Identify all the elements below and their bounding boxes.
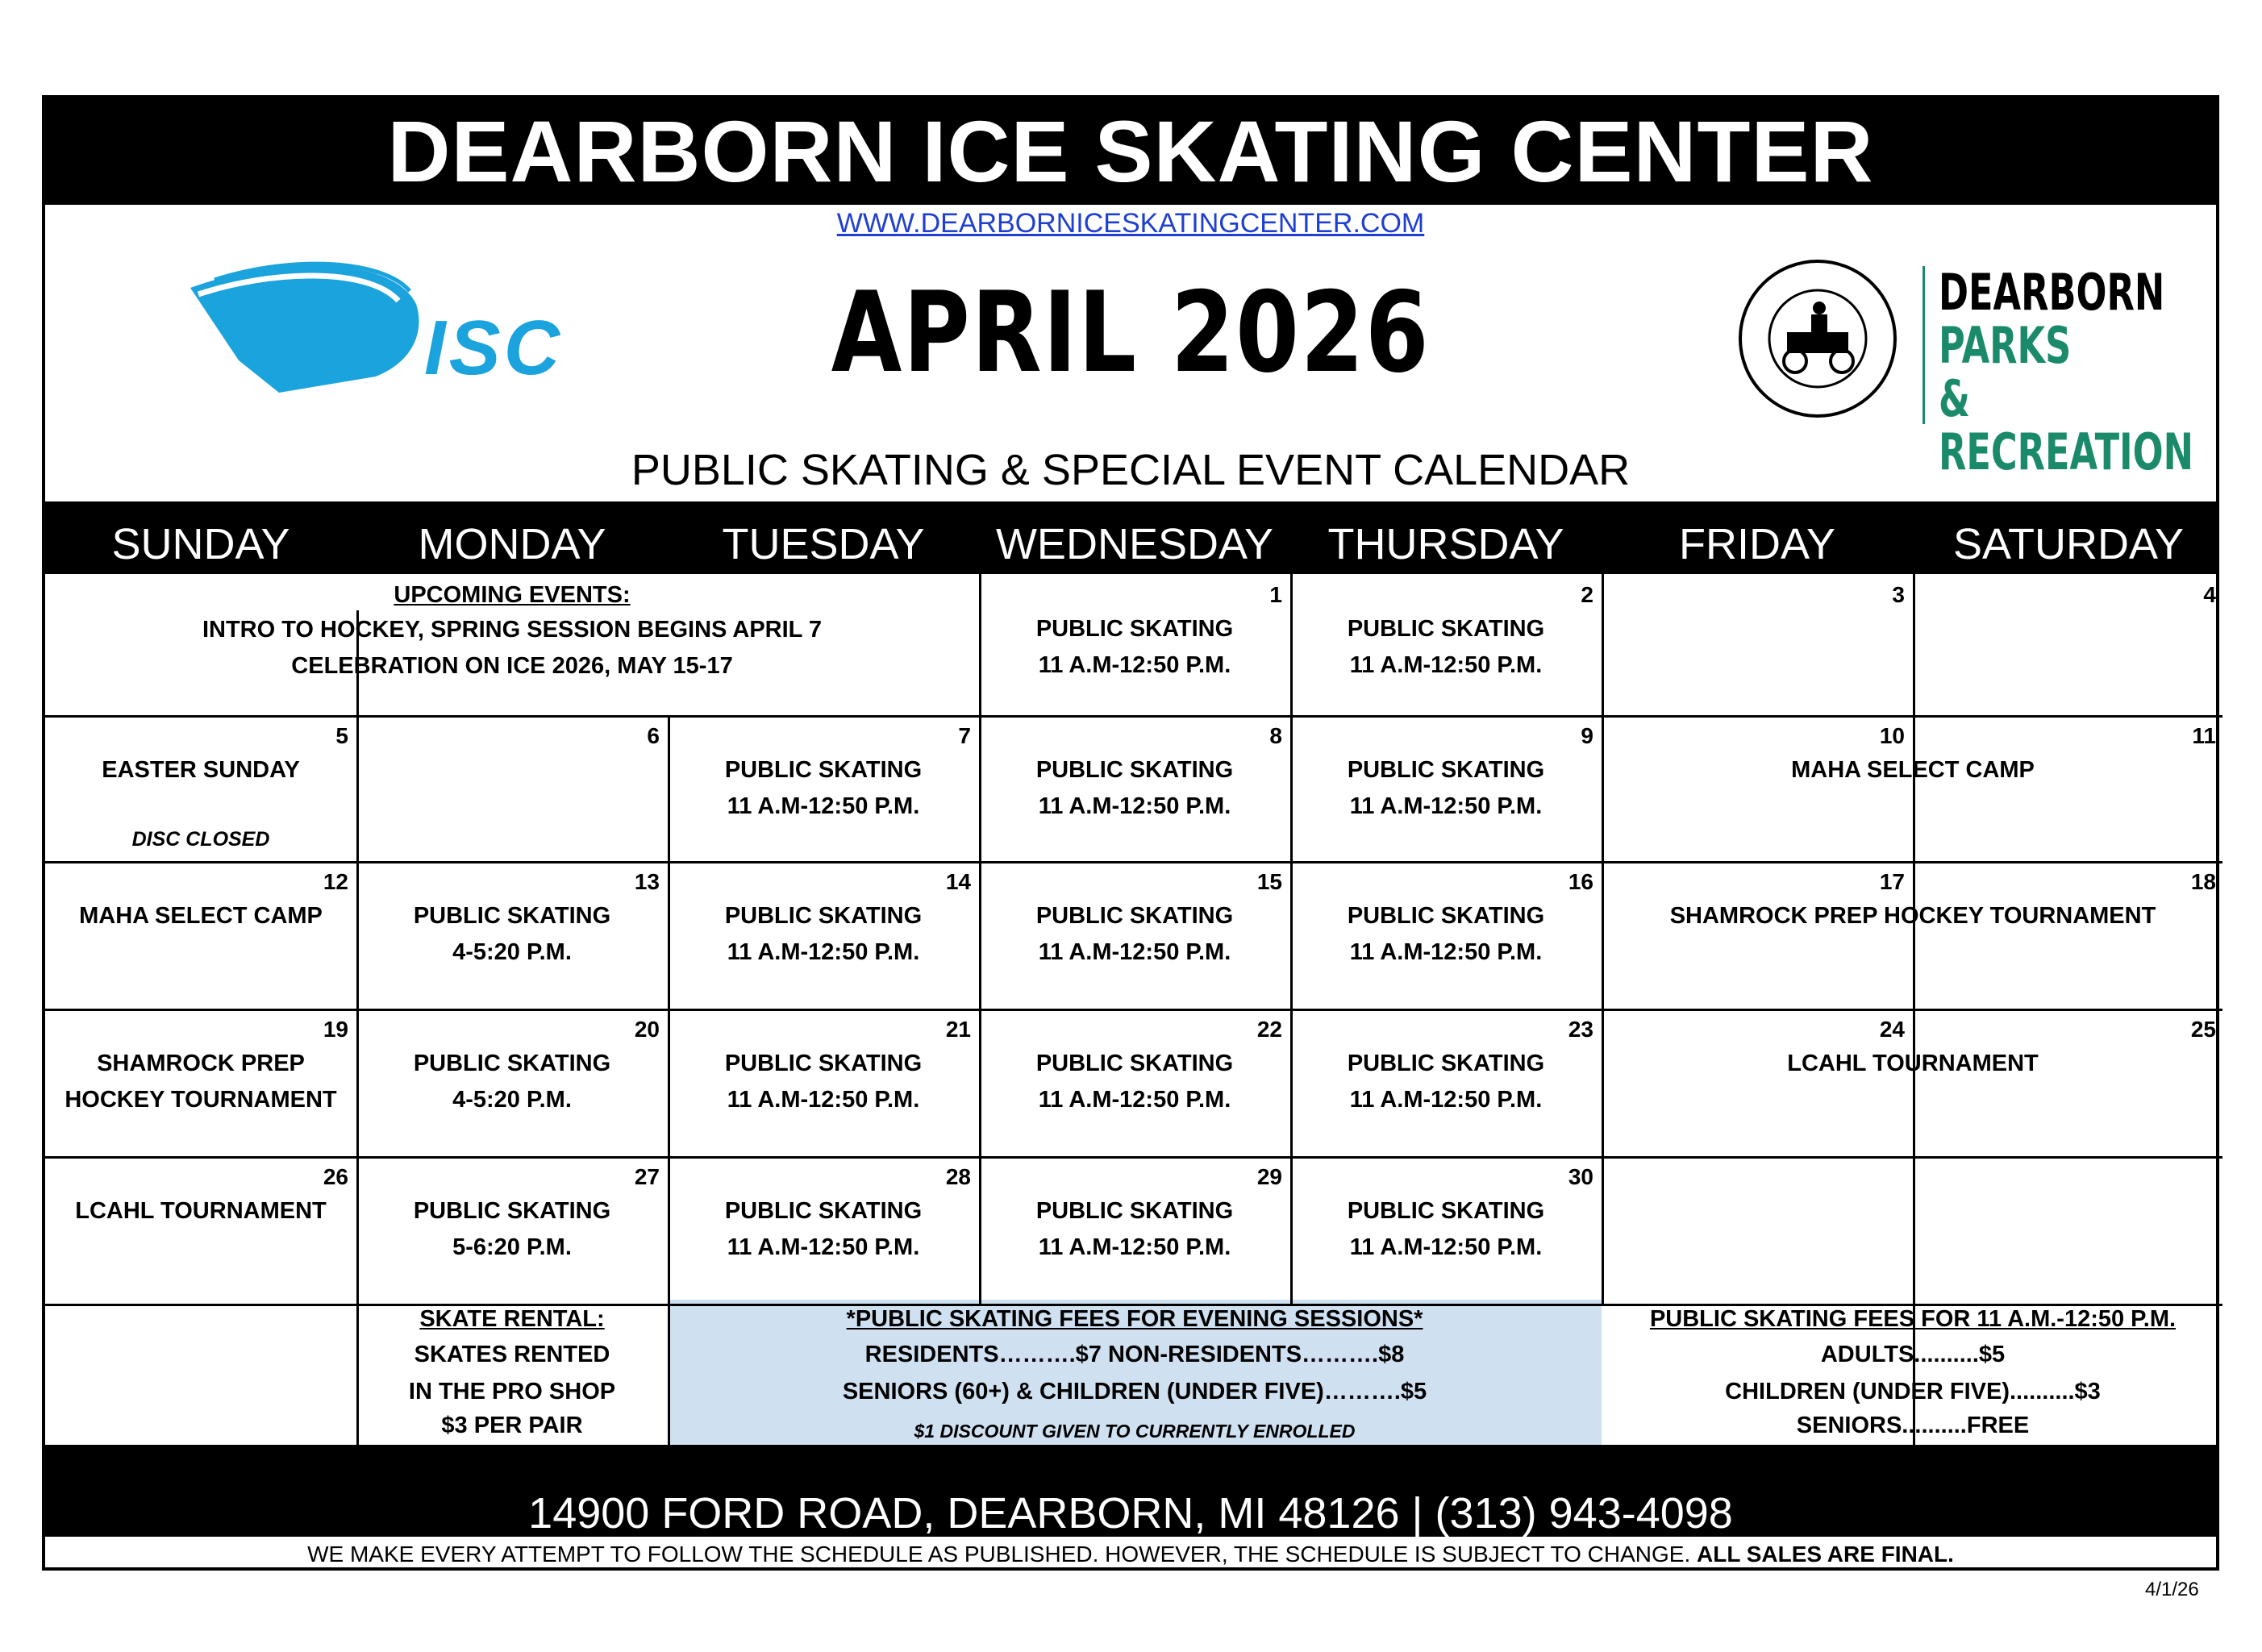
skate-rental-line2: IN THE PRO SHOP <box>408 1379 616 1404</box>
event-15-line2: 11 A.M-12:50 P.M. <box>1038 939 1231 965</box>
grid-col-line <box>1290 574 1293 715</box>
event-21-line1: PUBLIC SKATING <box>724 1051 923 1076</box>
event-2-line1: PUBLIC SKATING <box>1347 616 1545 642</box>
event-8-line2: 11 A.M-12:50 P.M. <box>1038 793 1231 819</box>
event-7-line1: PUBLIC SKATING <box>724 757 923 783</box>
day-number-20: 20 <box>634 1017 660 1042</box>
event-14-line2: 11 A.M-12:50 P.M. <box>727 939 920 965</box>
day-saturday: SATURDAY <box>1952 520 2185 568</box>
grid-col-line <box>356 1009 359 1156</box>
city-seal-icon <box>1737 258 1898 419</box>
day-number-11: 11 <box>2192 723 2216 748</box>
grid-col-line <box>1290 1009 1293 1156</box>
evening-fees-line1: RESIDENTS……….$7 NON-RESIDENTS……….$8 <box>864 1342 1405 1367</box>
day-number-30: 30 <box>1568 1164 1593 1189</box>
disclaimer-bold: ALL SALES ARE FINAL. <box>1697 1542 1954 1567</box>
event-10-line1: MAHA SELECT CAMP <box>1791 757 2035 783</box>
day-fees-line1: ADULTS..........$5 <box>1820 1342 2006 1367</box>
website-link[interactable]: WWW.DEARBORNICESKATINGCENTER.COM <box>836 208 1425 239</box>
grid-col-line <box>1913 861 1915 1009</box>
day-number-2: 2 <box>1581 582 1593 607</box>
day-number-25: 25 <box>2190 1017 2216 1042</box>
grid-col-line <box>1290 1156 1293 1304</box>
day-number-27: 27 <box>634 1164 660 1189</box>
skate-rental-line1: SKATES RENTED <box>414 1342 610 1367</box>
day-number-22: 22 <box>1256 1017 1282 1042</box>
event-16-line1: PUBLIC SKATING <box>1347 903 1545 929</box>
grid-col-line <box>1913 1156 1915 1304</box>
disclaimer <box>45 1542 2216 1567</box>
day-fees-heading: PUBLIC SKATING FEES FOR 11 A.M.-12:50 P.M. <box>1649 1306 2177 1332</box>
grid-col-line <box>668 715 670 861</box>
upcoming-event-2: CELEBRATION ON ICE 2026, MAY 15-17 <box>291 653 733 679</box>
event-23-line2: 11 A.M-12:50 P.M. <box>1349 1087 1543 1113</box>
event-26-line1: LCAHL TOURNAMENT <box>75 1198 327 1224</box>
event-19-line2: HOCKEY TOURNAMENT <box>65 1087 337 1113</box>
center-title: DEARBORN ICE SKATING CENTER <box>45 98 2216 205</box>
event-27-line1: PUBLIC SKATING <box>413 1198 611 1224</box>
day-number-12: 12 <box>323 869 348 894</box>
grid-col-line <box>1290 715 1293 861</box>
grid-col-line <box>356 715 359 861</box>
grid-col-line <box>356 1156 359 1304</box>
grid-col-line <box>1913 715 1915 861</box>
grid-col-line <box>1913 1009 1915 1156</box>
grid-col-line <box>1602 574 1604 715</box>
day-number-29: 29 <box>1256 1164 1282 1189</box>
grid-col-line <box>668 1009 670 1156</box>
event-22-line2: 11 A.M-12:50 P.M. <box>1038 1087 1231 1113</box>
grid-col-line <box>668 861 670 1009</box>
calendar-subtitle: PUBLIC SKATING & SPECIAL EVENT CALENDAR <box>631 446 1631 494</box>
event-13-line2: 4-5:20 P.M. <box>452 939 572 965</box>
day-number-9: 9 <box>1581 723 1593 748</box>
day-number-1: 1 <box>1269 582 1282 607</box>
event-5-line2: DISC CLOSED <box>131 828 270 851</box>
event-2-line2: 11 A.M-12:50 P.M. <box>1349 652 1543 678</box>
event-9-line2: 11 A.M-12:50 P.M. <box>1349 793 1543 819</box>
grid-col-line <box>979 574 981 715</box>
event-12-line1: MAHA SELECT CAMP <box>79 903 323 929</box>
disc-logo-text: ISC <box>424 305 564 391</box>
grid-col-line <box>979 861 981 1009</box>
grid-col-line <box>1602 715 1604 861</box>
parks-logo-line1: DEARBORN <box>1939 263 2165 322</box>
event-13-line1: PUBLIC SKATING <box>413 903 611 929</box>
day-number-3: 3 <box>1892 582 1905 607</box>
grid-col-line <box>668 1156 670 1304</box>
day-number-8: 8 <box>1269 723 1282 748</box>
grid-col-line <box>1913 574 1915 715</box>
day-number-15: 15 <box>1256 869 1282 894</box>
day-monday: MONDAY <box>418 520 606 568</box>
event-28-line1: PUBLIC SKATING <box>724 1198 923 1224</box>
footer-bar <box>45 1445 2216 1537</box>
event-29-line2: 11 A.M-12:50 P.M. <box>1038 1234 1231 1260</box>
event-29-line1: PUBLIC SKATING <box>1035 1198 1234 1224</box>
event-1-line2: 11 A.M-12:50 P.M. <box>1038 652 1231 678</box>
event-5-line1: EASTER SUNDAY <box>102 757 300 783</box>
event-30-line1: PUBLIC SKATING <box>1347 1198 1545 1224</box>
grid-row-line <box>45 1156 2222 1159</box>
upcoming-event-1: INTRO TO HOCKEY, SPRING SESSION BEGINS APRIL 7 <box>202 617 823 643</box>
event-7-line2: 11 A.M-12:50 P.M. <box>727 793 920 819</box>
day-thursday: THURSDAY <box>1327 520 1564 568</box>
day-wednesday: WEDNESDAY <box>995 520 1274 568</box>
event-8-line1: PUBLIC SKATING <box>1035 757 1234 783</box>
day-number-21: 21 <box>945 1017 971 1042</box>
skate-rental-heading: SKATE RENTAL: <box>419 1306 605 1332</box>
day-number-26: 26 <box>323 1164 348 1189</box>
day-number-14: 14 <box>945 869 971 894</box>
day-number-17: 17 <box>1879 869 1905 894</box>
event-20-line2: 4-5:20 P.M. <box>452 1087 572 1113</box>
day-number-24: 24 <box>1879 1017 1905 1042</box>
day-sunday: SUNDAY <box>111 520 290 568</box>
parks-logo-line2: PARKS <box>1939 316 2072 375</box>
day-tuesday: TUESDAY <box>722 520 925 568</box>
grid-col-line <box>1602 861 1604 1009</box>
calendar-page <box>42 95 2219 1571</box>
grid-col-line <box>1290 861 1293 1009</box>
grid-col-line <box>1602 1009 1604 1156</box>
day-number-6: 6 <box>647 723 660 748</box>
day-number-16: 16 <box>1568 869 1593 894</box>
upcoming-events-heading: UPCOMING EVENTS: <box>394 582 631 608</box>
grid-col-line <box>1602 1156 1604 1304</box>
weekday-header <box>45 501 2216 574</box>
event-23-line1: PUBLIC SKATING <box>1347 1051 1545 1076</box>
day-number-28: 28 <box>945 1164 971 1189</box>
grid-col-line <box>356 861 359 1009</box>
day-number-5: 5 <box>335 723 348 748</box>
grid-col-line <box>979 715 981 861</box>
event-16-line2: 11 A.M-12:50 P.M. <box>1349 939 1543 965</box>
skate-rental-line3: $3 PER PAIR <box>441 1413 583 1438</box>
grid-col-line <box>979 1009 981 1156</box>
logo-divider <box>1922 266 1925 424</box>
event-24-line1: LCAHL TOURNAMENT <box>1787 1051 2039 1076</box>
footer-address: 14900 FORD ROAD, DEARBORN, MI 48126 | (313) 943-4098 <box>528 1489 1733 1538</box>
day-number-4: 4 <box>2203 582 2216 607</box>
day-fees-line2: CHILDREN (UNDER FIVE)..........$3 <box>1725 1379 2101 1404</box>
event-19-line1: SHAMROCK PREP <box>97 1051 305 1076</box>
day-friday: FRIDAY <box>1678 520 1835 568</box>
grid-row-line <box>45 861 2222 863</box>
day-number-18: 18 <box>2190 869 2216 894</box>
event-30-line2: 11 A.M-12:50 P.M. <box>1349 1234 1543 1260</box>
event-22-line1: PUBLIC SKATING <box>1035 1051 1234 1076</box>
event-15-line1: PUBLIC SKATING <box>1035 903 1234 929</box>
day-number-10: 10 <box>1879 723 1905 748</box>
evening-fees-line2: SENIORS (60+) & CHILDREN (UNDER FIVE)……….$5 <box>842 1379 1427 1404</box>
event-28-line2: 11 A.M-12:50 P.M. <box>727 1234 920 1260</box>
event-27-line2: 5-6:20 P.M. <box>452 1234 572 1260</box>
event-20-line1: PUBLIC SKATING <box>413 1051 611 1076</box>
day-number-7: 7 <box>958 723 971 748</box>
parks-logo-line3: & RECREATION <box>1939 369 2193 481</box>
revision-date: 4/1/26 <box>2145 1579 2199 1600</box>
evening-fees-heading: *PUBLIC SKATING FEES FOR EVENING SESSIONS* <box>846 1306 1423 1332</box>
event-14-line1: PUBLIC SKATING <box>724 903 923 929</box>
grid-row-line <box>45 715 2222 718</box>
month-title: APRIL 2026 <box>831 268 1431 397</box>
disclaimer-text: WE MAKE EVERY ATTEMPT TO FOLLOW THE SCHEDULE AS PUBLISHED. HOWEVER, THE SCHEDULE IS SUBJECT TO CHANGE. <box>307 1542 1691 1567</box>
day-number-19: 19 <box>323 1017 348 1042</box>
day-fees-line3: SENIORS..........FREE <box>1796 1413 2030 1438</box>
grid-row-line <box>45 1009 2222 1011</box>
evening-fees-line3: $1 DISCOUNT GIVEN TO CURRENTLY ENROLLED <box>914 1421 1356 1442</box>
event-1-line1: PUBLIC SKATING <box>1035 616 1234 642</box>
day-number-23: 23 <box>1568 1017 1593 1042</box>
event-17-line1: SHAMROCK PREP HOCKEY TOURNAMENT <box>1669 903 2156 929</box>
event-9-line1: PUBLIC SKATING <box>1347 757 1545 783</box>
grid-col-line <box>979 1156 981 1304</box>
day-number-13: 13 <box>634 869 660 894</box>
event-21-line2: 11 A.M-12:50 P.M. <box>727 1087 920 1113</box>
